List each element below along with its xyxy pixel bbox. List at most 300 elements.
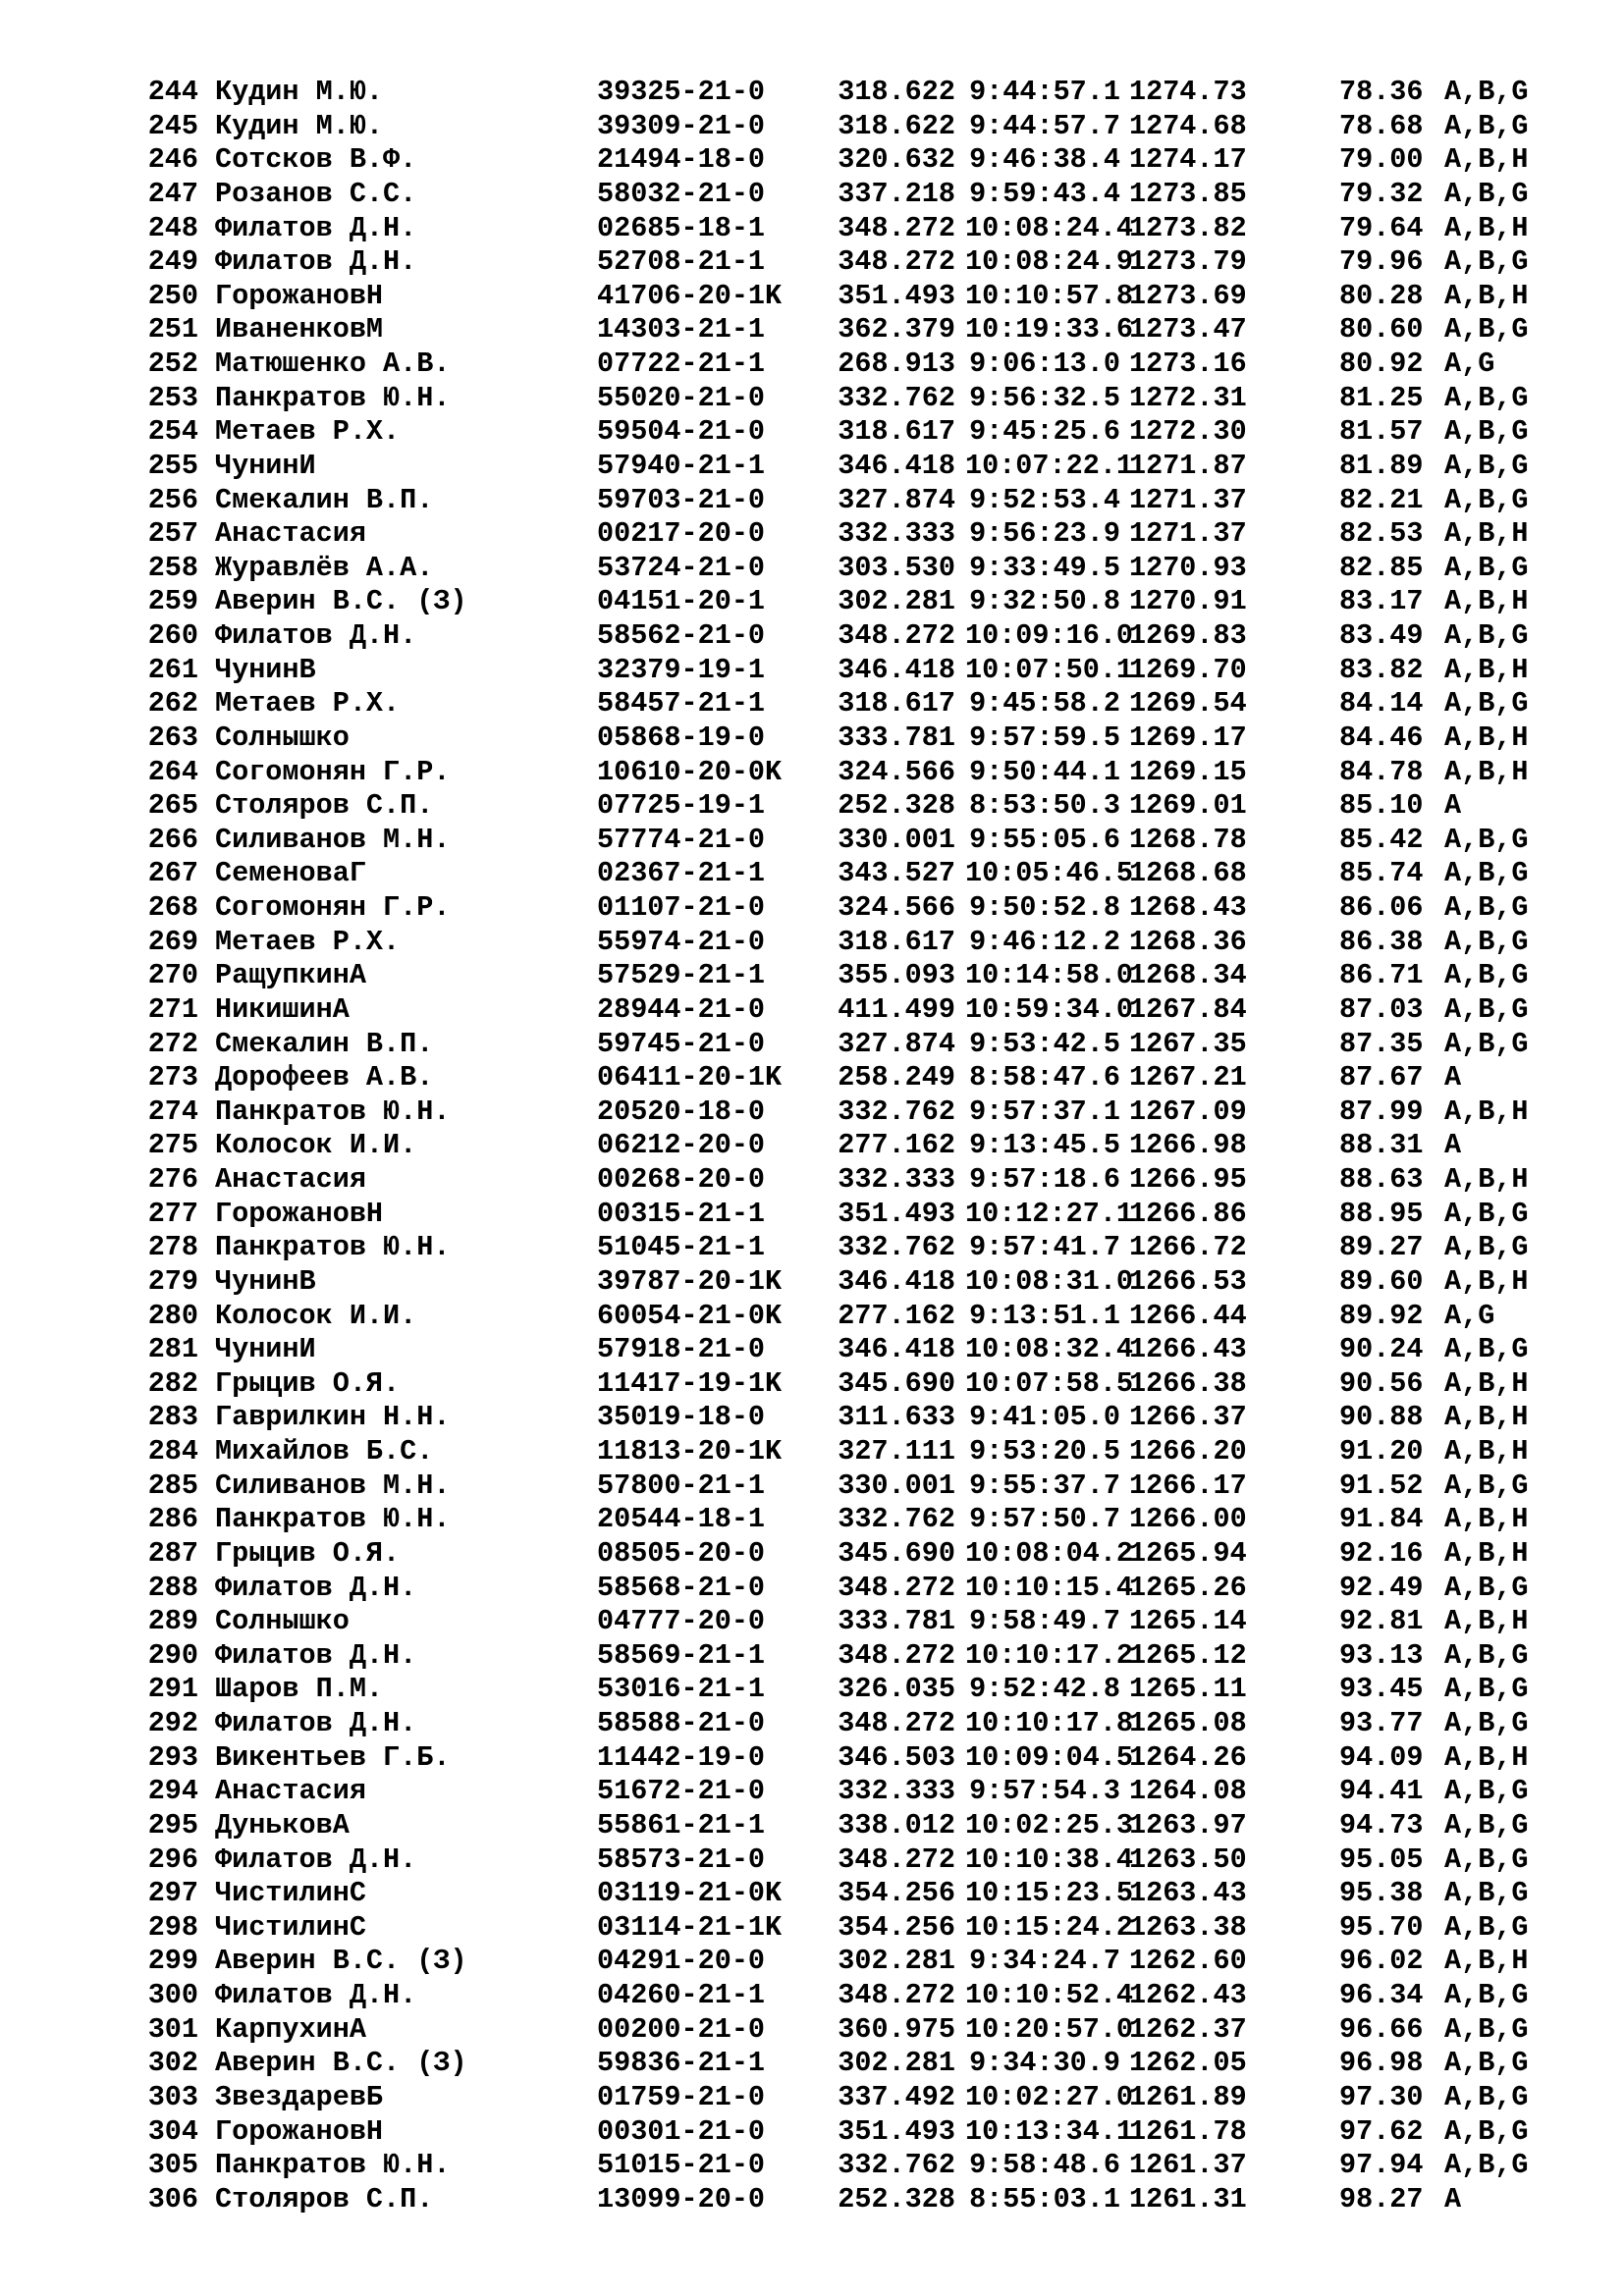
ring-number-cell: 05868-19-0 bbox=[597, 721, 766, 754]
coefficient-cell: 81.57 bbox=[1339, 415, 1424, 449]
rank-cell: 250 bbox=[147, 279, 198, 312]
coefficient-cell: 83.17 bbox=[1339, 585, 1424, 618]
coefficient-cell: 91.52 bbox=[1339, 1468, 1424, 1502]
flags-cell: A,B,G bbox=[1444, 1877, 1529, 1910]
table-row bbox=[143, 1945, 1557, 1979]
table-row bbox=[143, 1605, 1557, 1639]
arrival-time-cell: 9:55:37.7 bbox=[969, 1468, 1120, 1502]
distance-cell: 337.218 bbox=[838, 177, 955, 210]
distance-cell: 348.272 bbox=[838, 1842, 955, 1876]
arrival-time-cell: 9:45:58.2 bbox=[969, 687, 1120, 721]
rank-cell: 245 bbox=[147, 109, 198, 142]
results-table bbox=[143, 76, 1557, 2216]
rank-cell: 281 bbox=[147, 1333, 198, 1366]
speed-cell: 1261.31 bbox=[1129, 2182, 1247, 2216]
fancier-name-cell: Анастасия bbox=[215, 517, 366, 551]
rank-cell: 283 bbox=[147, 1401, 198, 1434]
flags-cell: A,B,G bbox=[1444, 1910, 1529, 1944]
ring-number-cell: 04260-21-1 bbox=[597, 1979, 766, 2011]
ring-number-cell: 03119-21-0K bbox=[597, 1877, 783, 1910]
fancier-name-cell: Смекалин В.П. bbox=[215, 1027, 434, 1060]
ring-number-cell: 51672-21-0 bbox=[597, 1775, 766, 1808]
distance-cell: 351.493 bbox=[838, 2114, 955, 2148]
speed-cell: 1265.26 bbox=[1129, 1571, 1247, 1604]
distance-cell: 318.617 bbox=[838, 925, 955, 958]
distance-cell: 345.690 bbox=[838, 1366, 955, 1400]
table-row bbox=[143, 1163, 1557, 1198]
ring-number-cell: 20544-18-1 bbox=[597, 1503, 766, 1536]
table-row bbox=[143, 1469, 1557, 1504]
distance-cell: 303.530 bbox=[838, 551, 955, 584]
fancier-name-cell: Панкратов Ю.Н. bbox=[215, 381, 451, 414]
fancier-name-cell: КарпухинА bbox=[215, 2012, 366, 2046]
coefficient-cell: 96.02 bbox=[1339, 1945, 1424, 1978]
distance-cell: 277.162 bbox=[838, 1299, 955, 1332]
fancier-name-cell: ЧистилинС bbox=[215, 1910, 366, 1944]
rank-cell: 297 bbox=[147, 1877, 198, 1910]
speed-cell: 1262.37 bbox=[1129, 2012, 1247, 2046]
arrival-time-cell: 10:10:57.8 bbox=[965, 279, 1134, 312]
flags-cell: A,B,G bbox=[1444, 925, 1529, 958]
arrival-time-cell: 10:10:15.4 bbox=[965, 1571, 1134, 1604]
coefficient-cell: 98.27 bbox=[1339, 2182, 1424, 2216]
table-row bbox=[143, 382, 1557, 416]
rank-cell: 298 bbox=[147, 1910, 198, 1944]
fancier-name-cell: Силиванов М.Н. bbox=[215, 1468, 451, 1502]
table-row bbox=[143, 926, 1557, 960]
rank-cell: 254 bbox=[147, 415, 198, 449]
coefficient-cell: 87.99 bbox=[1339, 1095, 1424, 1128]
fancier-name-cell: Столяров С.П. bbox=[215, 2182, 434, 2216]
flags-cell: A,B,G bbox=[1444, 823, 1529, 856]
speed-cell: 1263.50 bbox=[1129, 1842, 1247, 1876]
distance-cell: 355.093 bbox=[838, 959, 955, 992]
fancier-name-cell: ЧунинИ bbox=[215, 449, 316, 482]
flags-cell: A,B,H bbox=[1444, 1503, 1529, 1536]
coefficient-cell: 83.82 bbox=[1339, 653, 1424, 686]
fancier-name-cell: ДуньковА bbox=[215, 1808, 350, 1842]
arrival-time-cell: 9:13:45.5 bbox=[969, 1129, 1120, 1162]
distance-cell: 362.379 bbox=[838, 313, 955, 347]
arrival-time-cell: 9:46:38.4 bbox=[969, 143, 1120, 177]
flags-cell: A,B,G bbox=[1444, 992, 1529, 1026]
arrival-time-cell: 10:10:52.4 bbox=[965, 1979, 1134, 2011]
fancier-name-cell: Силиванов М.Н. bbox=[215, 823, 451, 856]
ring-number-cell: 04151-20-1 bbox=[597, 585, 766, 618]
speed-cell: 1268.78 bbox=[1129, 823, 1247, 856]
flags-cell: A,B,H bbox=[1444, 1401, 1529, 1434]
distance-cell: 338.012 bbox=[838, 1808, 955, 1842]
flags-cell: A,B,H bbox=[1444, 1435, 1529, 1468]
table-row bbox=[143, 1333, 1557, 1367]
rank-cell: 278 bbox=[147, 1231, 198, 1264]
distance-cell: 318.622 bbox=[838, 76, 955, 108]
flags-cell: A bbox=[1444, 1061, 1462, 1095]
rank-cell: 255 bbox=[147, 449, 198, 482]
speed-cell: 1265.94 bbox=[1129, 1536, 1247, 1570]
rank-cell: 289 bbox=[147, 1605, 198, 1638]
arrival-time-cell: 10:09:04.5 bbox=[965, 1740, 1134, 1774]
arrival-time-cell: 10:20:57.0 bbox=[965, 2012, 1134, 2046]
fancier-name-cell: СеменоваГ bbox=[215, 857, 366, 890]
rank-cell: 246 bbox=[147, 143, 198, 177]
flags-cell: A,B,G bbox=[1444, 551, 1529, 584]
rank-cell: 248 bbox=[147, 211, 198, 244]
fancier-name-cell: Михайлов Б.С. bbox=[215, 1435, 434, 1468]
arrival-time-cell: 10:10:38.4 bbox=[965, 1842, 1134, 1876]
ring-number-cell: 58568-21-0 bbox=[597, 1571, 766, 1604]
rank-cell: 244 bbox=[147, 76, 198, 108]
coefficient-cell: 91.20 bbox=[1339, 1435, 1424, 1468]
ring-number-cell: 04777-20-0 bbox=[597, 1605, 766, 1638]
flags-cell: A bbox=[1444, 789, 1462, 823]
table-row bbox=[143, 891, 1557, 926]
fancier-name-cell: НикишинА bbox=[215, 992, 350, 1026]
ring-number-cell: 11442-19-0 bbox=[597, 1740, 766, 1774]
rank-cell: 273 bbox=[147, 1061, 198, 1095]
ring-number-cell: 58569-21-1 bbox=[597, 1638, 766, 1672]
speed-cell: 1271.87 bbox=[1129, 449, 1247, 482]
coefficient-cell: 95.05 bbox=[1339, 1842, 1424, 1876]
speed-cell: 1274.17 bbox=[1129, 143, 1247, 177]
arrival-time-cell: 9:57:50.7 bbox=[969, 1503, 1120, 1536]
distance-cell: 258.249 bbox=[838, 1061, 955, 1095]
arrival-time-cell: 10:02:25.3 bbox=[965, 1808, 1134, 1842]
ring-number-cell: 39787-20-1K bbox=[597, 1264, 783, 1298]
ring-number-cell: 01107-21-0 bbox=[597, 891, 766, 924]
table-row bbox=[143, 2047, 1557, 2081]
fancier-name-cell: Анастасия bbox=[215, 1163, 366, 1196]
table-row bbox=[143, 1435, 1557, 1469]
speed-cell: 1261.89 bbox=[1129, 2080, 1247, 2113]
table-row bbox=[143, 484, 1557, 518]
rank-cell: 264 bbox=[147, 755, 198, 788]
distance-cell: 346.418 bbox=[838, 1264, 955, 1298]
coefficient-cell: 84.78 bbox=[1339, 755, 1424, 788]
flags-cell: A,B,H bbox=[1444, 1740, 1529, 1774]
flags-cell: A,B,G bbox=[1444, 381, 1529, 414]
ring-number-cell: 57774-21-0 bbox=[597, 823, 766, 856]
speed-cell: 1262.05 bbox=[1129, 2047, 1247, 2080]
flags-cell: A,B,G bbox=[1444, 1027, 1529, 1060]
table-row bbox=[143, 1095, 1557, 1130]
rank-cell: 272 bbox=[147, 1027, 198, 1060]
ring-number-cell: 57918-21-0 bbox=[597, 1333, 766, 1366]
arrival-time-cell: 10:12:27.1 bbox=[965, 1197, 1134, 1230]
distance-cell: 318.617 bbox=[838, 687, 955, 721]
fancier-name-cell: Согомонян Г.Р. bbox=[215, 891, 451, 924]
table-row bbox=[143, 143, 1557, 178]
flags-cell: A,B,G bbox=[1444, 2114, 1529, 2148]
coefficient-cell: 95.70 bbox=[1339, 1910, 1424, 1944]
table-row bbox=[143, 1265, 1557, 1300]
rank-cell: 294 bbox=[147, 1775, 198, 1808]
distance-cell: 320.632 bbox=[838, 143, 955, 177]
rank-cell: 306 bbox=[147, 2182, 198, 2216]
distance-cell: 337.492 bbox=[838, 2080, 955, 2113]
distance-cell: 327.874 bbox=[838, 1027, 955, 1060]
fancier-name-cell: Шаров П.М. bbox=[215, 1673, 384, 1706]
table-row bbox=[143, 1300, 1557, 1334]
table-row bbox=[143, 313, 1557, 347]
ring-number-cell: 39309-21-0 bbox=[597, 109, 766, 142]
distance-cell: 327.111 bbox=[838, 1435, 955, 1468]
ring-number-cell: 51045-21-1 bbox=[597, 1231, 766, 1264]
coefficient-cell: 79.64 bbox=[1339, 211, 1424, 244]
distance-cell: 332.762 bbox=[838, 2149, 955, 2182]
flags-cell: A,B,G bbox=[1444, 2080, 1529, 2113]
distance-cell: 348.272 bbox=[838, 211, 955, 244]
coefficient-cell: 97.62 bbox=[1339, 2114, 1424, 2148]
table-row bbox=[143, 857, 1557, 891]
fancier-name-cell: Грыцив О.Я. bbox=[215, 1366, 401, 1400]
arrival-time-cell: 9:58:48.6 bbox=[969, 2149, 1120, 2182]
distance-cell: 302.281 bbox=[838, 585, 955, 618]
arrival-time-cell: 10:08:24.4 bbox=[965, 211, 1134, 244]
fancier-name-cell: ЗвездаревБ bbox=[215, 2080, 384, 2113]
distance-cell: 345.690 bbox=[838, 1536, 955, 1570]
arrival-time-cell: 9:57:41.7 bbox=[969, 1231, 1120, 1264]
coefficient-cell: 80.92 bbox=[1339, 347, 1424, 380]
ring-number-cell: 08505-20-0 bbox=[597, 1536, 766, 1570]
arrival-time-cell: 9:44:57.7 bbox=[969, 109, 1120, 142]
speed-cell: 1269.01 bbox=[1129, 789, 1247, 823]
speed-cell: 1267.35 bbox=[1129, 1027, 1247, 1060]
arrival-time-cell: 9:13:51.1 bbox=[969, 1299, 1120, 1332]
arrival-time-cell: 9:06:13.0 bbox=[969, 347, 1120, 380]
table-row bbox=[143, 1707, 1557, 1741]
distance-cell: 332.762 bbox=[838, 1231, 955, 1264]
ring-number-cell: 55974-21-0 bbox=[597, 925, 766, 958]
flags-cell: A,B,H bbox=[1444, 755, 1529, 788]
ring-number-cell: 06212-20-0 bbox=[597, 1129, 766, 1162]
arrival-time-cell: 8:53:50.3 bbox=[969, 789, 1120, 823]
speed-cell: 1268.34 bbox=[1129, 959, 1247, 992]
rank-cell: 261 bbox=[147, 653, 198, 686]
coefficient-cell: 92.81 bbox=[1339, 1605, 1424, 1638]
distance-cell: 326.035 bbox=[838, 1673, 955, 1706]
ring-number-cell: 02367-21-1 bbox=[597, 857, 766, 890]
coefficient-cell: 78.68 bbox=[1339, 109, 1424, 142]
flags-cell: A,B,G bbox=[1444, 1571, 1529, 1604]
ring-number-cell: 20520-18-0 bbox=[597, 1095, 766, 1128]
fancier-name-cell: ЧунинИ bbox=[215, 1333, 316, 1366]
table-row bbox=[143, 619, 1557, 654]
flags-cell: A,B,G bbox=[1444, 1638, 1529, 1672]
ring-number-cell: 06411-20-1K bbox=[597, 1061, 783, 1095]
coefficient-cell: 94.41 bbox=[1339, 1775, 1424, 1808]
flags-cell: A bbox=[1444, 2182, 1462, 2216]
flags-cell: A,B,G bbox=[1444, 959, 1529, 992]
fancier-name-cell: Филатов Д.Н. bbox=[215, 619, 417, 652]
speed-cell: 1273.79 bbox=[1129, 245, 1247, 279]
table-row bbox=[143, 1639, 1557, 1674]
ring-number-cell: 51015-21-0 bbox=[597, 2149, 766, 2182]
flags-cell: A,B,H bbox=[1444, 211, 1529, 244]
speed-cell: 1266.53 bbox=[1129, 1264, 1247, 1298]
speed-cell: 1270.93 bbox=[1129, 551, 1247, 584]
coefficient-cell: 87.03 bbox=[1339, 992, 1424, 1026]
flags-cell: A,B,G bbox=[1444, 313, 1529, 347]
speed-cell: 1272.31 bbox=[1129, 381, 1247, 414]
arrival-time-cell: 9:45:25.6 bbox=[969, 415, 1120, 449]
table-row bbox=[143, 415, 1557, 450]
ring-number-cell: 58457-21-1 bbox=[597, 687, 766, 721]
ring-number-cell: 55861-21-1 bbox=[597, 1808, 766, 1842]
coefficient-cell: 82.85 bbox=[1339, 551, 1424, 584]
flags-cell: A,B,H bbox=[1444, 1945, 1529, 1978]
flags-cell: A,B,H bbox=[1444, 279, 1529, 312]
coefficient-cell: 91.84 bbox=[1339, 1503, 1424, 1536]
arrival-time-cell: 9:32:50.8 bbox=[969, 585, 1120, 618]
flags-cell: A,B,H bbox=[1444, 585, 1529, 618]
coefficient-cell: 93.13 bbox=[1339, 1638, 1424, 1672]
speed-cell: 1261.37 bbox=[1129, 2149, 1247, 2182]
coefficient-cell: 86.71 bbox=[1339, 959, 1424, 992]
ring-number-cell: 53016-21-1 bbox=[597, 1673, 766, 1706]
rank-cell: 251 bbox=[147, 313, 198, 347]
table-row bbox=[143, 585, 1557, 619]
coefficient-cell: 78.36 bbox=[1339, 76, 1424, 108]
speed-cell: 1263.43 bbox=[1129, 1877, 1247, 1910]
fancier-name-cell: Метаев Р.Х. bbox=[215, 687, 401, 721]
rank-cell: 253 bbox=[147, 381, 198, 414]
arrival-time-cell: 10:08:32.4 bbox=[965, 1333, 1134, 1366]
flags-cell: A,B,G bbox=[1444, 109, 1529, 142]
fancier-name-cell: Сотсков В.Ф. bbox=[215, 143, 417, 177]
coefficient-cell: 81.89 bbox=[1339, 449, 1424, 482]
coefficient-cell: 88.63 bbox=[1339, 1163, 1424, 1196]
ring-number-cell: 35019-18-0 bbox=[597, 1401, 766, 1434]
arrival-time-cell: 10:10:17.8 bbox=[965, 1707, 1134, 1739]
table-row bbox=[143, 1061, 1557, 1095]
arrival-time-cell: 10:13:34.1 bbox=[965, 2114, 1134, 2148]
distance-cell: 332.762 bbox=[838, 1503, 955, 1536]
table-row bbox=[143, 687, 1557, 721]
fancier-name-cell: Розанов С.С. bbox=[215, 177, 417, 210]
fancier-name-cell: Викентьев Г.Б. bbox=[215, 1740, 451, 1774]
flags-cell: A,B,G bbox=[1444, 687, 1529, 721]
arrival-time-cell: 10:07:50.1 bbox=[965, 653, 1134, 686]
arrival-time-cell: 10:02:27.0 bbox=[965, 2080, 1134, 2113]
ring-number-cell: 04291-20-0 bbox=[597, 1945, 766, 1978]
speed-cell: 1273.16 bbox=[1129, 347, 1247, 380]
arrival-time-cell: 10:08:04.2 bbox=[965, 1536, 1134, 1570]
coefficient-cell: 96.98 bbox=[1339, 2047, 1424, 2080]
rank-cell: 276 bbox=[147, 1163, 198, 1196]
distance-cell: 348.272 bbox=[838, 245, 955, 279]
table-row bbox=[143, 2115, 1557, 2150]
fancier-name-cell: Панкратов Ю.Н. bbox=[215, 1231, 451, 1264]
rank-cell: 267 bbox=[147, 857, 198, 890]
ring-number-cell: 59745-21-0 bbox=[597, 1027, 766, 1060]
distance-cell: 332.333 bbox=[838, 1163, 955, 1196]
coefficient-cell: 82.53 bbox=[1339, 517, 1424, 551]
distance-cell: 268.913 bbox=[838, 347, 955, 380]
fancier-name-cell: Метаев Р.Х. bbox=[215, 925, 401, 958]
flags-cell: A bbox=[1444, 1129, 1462, 1162]
rank-cell: 303 bbox=[147, 2080, 198, 2113]
fancier-name-cell: Панкратов Ю.Н. bbox=[215, 2149, 451, 2182]
table-row bbox=[143, 1979, 1557, 2013]
distance-cell: 318.622 bbox=[838, 109, 955, 142]
coefficient-cell: 87.67 bbox=[1339, 1061, 1424, 1095]
speed-cell: 1262.60 bbox=[1129, 1945, 1247, 1978]
table-row bbox=[143, 1231, 1557, 1265]
coefficient-cell: 85.10 bbox=[1339, 789, 1424, 823]
fancier-name-cell: Согомонян Г.Р. bbox=[215, 755, 451, 788]
table-row bbox=[143, 1129, 1557, 1163]
coefficient-cell: 90.24 bbox=[1339, 1333, 1424, 1366]
flags-cell: A,B,G bbox=[1444, 483, 1529, 516]
arrival-time-cell: 9:34:30.9 bbox=[969, 2047, 1120, 2080]
arrival-time-cell: 9:57:54.3 bbox=[969, 1775, 1120, 1808]
fancier-name-cell: Колосок И.И. bbox=[215, 1129, 417, 1162]
ring-number-cell: 07725-19-1 bbox=[597, 789, 766, 823]
table-row bbox=[143, 517, 1557, 552]
speed-cell: 1269.17 bbox=[1129, 721, 1247, 754]
distance-cell: 348.272 bbox=[838, 1979, 955, 2011]
table-row bbox=[143, 280, 1557, 314]
arrival-time-cell: 10:08:24.9 bbox=[965, 245, 1134, 279]
distance-cell: 354.256 bbox=[838, 1910, 955, 1944]
distance-cell: 354.256 bbox=[838, 1877, 955, 1910]
speed-cell: 1267.84 bbox=[1129, 992, 1247, 1026]
coefficient-cell: 90.88 bbox=[1339, 1401, 1424, 1434]
speed-cell: 1274.68 bbox=[1129, 109, 1247, 142]
flags-cell: A,B,G bbox=[1444, 1842, 1529, 1876]
speed-cell: 1265.14 bbox=[1129, 1605, 1247, 1638]
rank-cell: 256 bbox=[147, 483, 198, 516]
distance-cell: 252.328 bbox=[838, 789, 955, 823]
flags-cell: A,B,G bbox=[1444, 1231, 1529, 1264]
table-row bbox=[143, 824, 1557, 858]
flags-cell: A,B,H bbox=[1444, 1366, 1529, 1400]
ring-number-cell: 57940-21-1 bbox=[597, 449, 766, 482]
rank-cell: 266 bbox=[147, 823, 198, 856]
coefficient-cell: 92.49 bbox=[1339, 1571, 1424, 1604]
coefficient-cell: 85.42 bbox=[1339, 823, 1424, 856]
ring-number-cell: 59504-21-0 bbox=[597, 415, 766, 449]
coefficient-cell: 92.16 bbox=[1339, 1536, 1424, 1570]
table-row bbox=[143, 450, 1557, 484]
arrival-time-cell: 9:56:32.5 bbox=[969, 381, 1120, 414]
rank-cell: 296 bbox=[147, 1842, 198, 1876]
distance-cell: 343.527 bbox=[838, 857, 955, 890]
ring-number-cell: 14303-21-1 bbox=[597, 313, 766, 347]
rank-cell: 302 bbox=[147, 2047, 198, 2080]
ring-number-cell: 58573-21-0 bbox=[597, 1842, 766, 1876]
rank-cell: 260 bbox=[147, 619, 198, 652]
table-row bbox=[143, 789, 1557, 824]
fancier-name-cell: ЧунинВ bbox=[215, 653, 316, 686]
distance-cell: 360.975 bbox=[838, 2012, 955, 2046]
flags-cell: A,B,H bbox=[1444, 1264, 1529, 1298]
speed-cell: 1271.37 bbox=[1129, 483, 1247, 516]
coefficient-cell: 82.21 bbox=[1339, 483, 1424, 516]
arrival-time-cell: 9:57:37.1 bbox=[969, 1095, 1120, 1128]
speed-cell: 1266.43 bbox=[1129, 1333, 1247, 1366]
rank-cell: 274 bbox=[147, 1095, 198, 1128]
table-row bbox=[143, 1843, 1557, 1878]
speed-cell: 1266.86 bbox=[1129, 1197, 1247, 1230]
ring-number-cell: 00217-20-0 bbox=[597, 517, 766, 551]
coefficient-cell: 97.30 bbox=[1339, 2080, 1424, 2113]
coefficient-cell: 79.00 bbox=[1339, 143, 1424, 177]
arrival-time-cell: 9:44:57.1 bbox=[969, 76, 1120, 108]
rank-cell: 293 bbox=[147, 1740, 198, 1774]
distance-cell: 324.566 bbox=[838, 755, 955, 788]
